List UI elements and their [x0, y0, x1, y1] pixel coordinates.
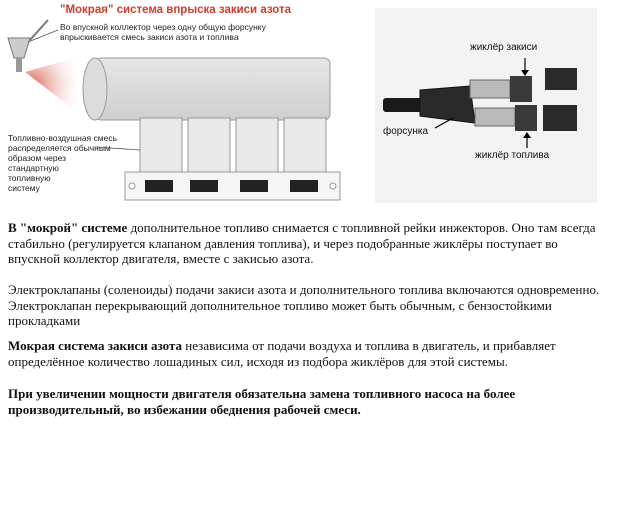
- port: [240, 180, 268, 192]
- caption-bottom-line: образом через: [8, 153, 67, 163]
- bolt-hole: [330, 183, 336, 189]
- leader-line: [95, 147, 140, 150]
- port: [290, 180, 318, 192]
- feed-line: [30, 20, 48, 40]
- port: [145, 180, 173, 192]
- paragraph-bold: Мокрая система закиси азота: [8, 338, 183, 353]
- fitting-top: [470, 80, 510, 98]
- runner: [140, 118, 182, 173]
- hose: [383, 98, 423, 112]
- caption-top-line: Во впускной коллектор через одну общую форсунку: [60, 22, 266, 32]
- caption-bottom-line: распределяется обычным: [8, 143, 111, 153]
- plenum-body: [95, 58, 330, 120]
- runner: [236, 118, 278, 173]
- nozzle-tip: [16, 58, 22, 72]
- nozzle-photo: [375, 8, 597, 203]
- paragraph-1: [8, 220, 608, 267]
- paragraph-text: дополнительное топливо снимается с топливной рейки инжекторов. Оно там всегда стабильно (регулируется клапаном давления топлива), и через подобранные жиклёры поступает во впускной коллектор двигателя, вместе с закисью азота.: [8, 220, 596, 266]
- hex-nut-bottom: [515, 105, 537, 131]
- nozzle: [8, 38, 30, 58]
- nozzle-drawing: [375, 8, 597, 203]
- caption-top-line: впрыскивается смесь закиси азота и топлива: [60, 32, 239, 42]
- diagram-title: "Мокрая" система впрыска закиси азота: [60, 4, 292, 16]
- paragraph-text: Электроклапаны (соленоиды) подачи закиси азота и дополнительного топлива включаются одновременно. Электроклапан перекрывающий дополнительное топливо может быть обычным, с бензостойкими прокладками: [8, 282, 600, 328]
- arrow-head: [523, 132, 531, 138]
- port: [190, 180, 218, 192]
- runner: [284, 118, 326, 173]
- paragraph-4: [8, 386, 608, 417]
- label-fuel-jet: жиклёр топлива: [475, 150, 550, 161]
- fitting-bottom: [475, 108, 515, 126]
- caption-bottom-line: системy: [8, 183, 40, 193]
- spray-cone: [25, 55, 85, 118]
- label-nozzle: форсунка: [383, 126, 429, 137]
- paragraph-bold: При увеличении мощности двигателя обязательна замена топливного насоса на более производительный, во избежании обеднения рабочей смеси.: [8, 386, 516, 417]
- arrow-head: [521, 70, 529, 76]
- caption-bottom-line: топливную: [8, 173, 51, 183]
- paragraph-2: [8, 282, 608, 329]
- caption-bottom-line: Топливно-воздушная смесь: [8, 133, 118, 143]
- throttle-body: [83, 58, 107, 120]
- hex-nut-top: [510, 76, 532, 102]
- label-nitrous-jet: жиклёр закиси: [470, 42, 538, 53]
- caption-bottom-line: стандартную: [8, 163, 59, 173]
- paragraph-bold: В "мокрой" системе: [8, 220, 128, 235]
- nozzle-body: [420, 86, 475, 123]
- paragraph-3: [8, 338, 608, 369]
- fitting-right: [543, 105, 577, 131]
- wet-system-diagram: [0, 0, 355, 205]
- fitting-right: [545, 68, 577, 90]
- runner: [188, 118, 230, 173]
- manifold-drawing: [0, 0, 355, 205]
- paragraph-text: независима от подачи воздуха и топлива в двигатель, и прибавляет определённое количество лошадиных сил, исходя из подбора жиклёров для этой системы.: [8, 338, 556, 369]
- bolt-hole: [129, 183, 135, 189]
